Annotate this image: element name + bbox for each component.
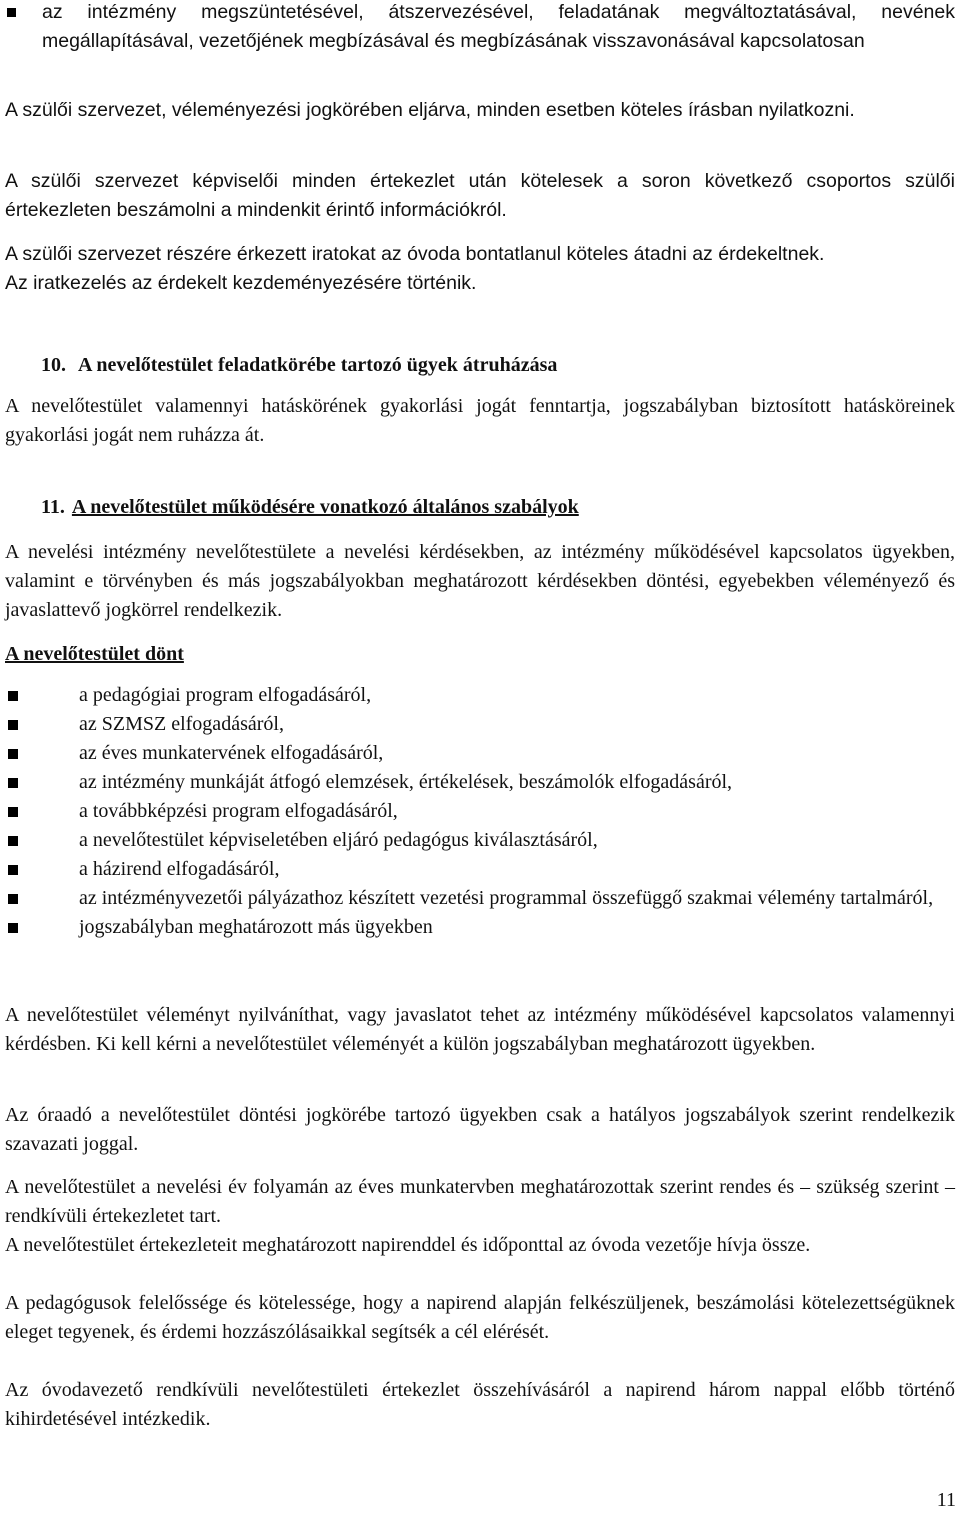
square-bullet-icon <box>8 894 18 904</box>
dont-heading: A nevelőtestület dönt <box>5 643 184 665</box>
paragraph-osszehivas: A nevelőtestület értekezleteit meghatározott napirenddel és időponttal az óvoda vezetője hívja össze. <box>5 1234 811 1256</box>
intro-bullet <box>5 0 955 56</box>
list-item: az intézményvezetői pályázathoz készített vezetési programmal összefüggő szakmai vélemény tartalmáról, <box>5 884 955 913</box>
square-bullet-icon <box>8 691 18 701</box>
square-bullet-icon <box>8 923 18 933</box>
square-bullet-icon <box>8 778 18 788</box>
list-item: az SZMSZ elfogadásáról, <box>5 710 955 739</box>
section-10-heading <box>41 351 557 380</box>
paragraph-rendkivuli: Az óvodavezető rendkívüli nevelőtestületi értekezlet összehívásáról a napirend három nappal előbb történő kihirdetésével intézkedik. <box>5 1379 955 1430</box>
square-bullet-icon <box>8 865 18 875</box>
paragraph-velemeny: A nevelőtestület véleményt nyilváníthat, vagy javaslatot tehet az intézmény működésével kapcsolatos valamennyi kérdésben. Ki kell kérni a nevelőtestület véleményét a külön jogszabályban meghatározott ügyekben. <box>5 1004 955 1055</box>
list-item: a nevelőtestület képviseletében eljáró pedagógus kiválasztásáról, <box>5 826 955 855</box>
section-10-number: 10. <box>41 354 66 376</box>
list-item: a házirend elfogadásáról, <box>5 855 955 884</box>
paragraph-ertekezlet: A nevelőtestület a nevelési év folyamán az éves munkatervben meghatározottak szerint rendes és – szükség szerint – rendkívüli értekezletet tart. <box>5 1176 955 1227</box>
square-bullet-icon <box>8 749 18 759</box>
list-item: az éves munkatervének elfogadásáról, <box>5 739 955 768</box>
intro-bullet-text: az intézmény megszüntetésével, átszervezésével, feladatának megváltoztatásával, nevének megállapításával, vezetőjének megbízásával és megbízásának visszavonásával kapcsolatosan <box>42 1 955 52</box>
list-item: a pedagógiai program elfogadásáról, <box>5 681 955 710</box>
section-11-heading <box>41 493 579 522</box>
dont-list <box>5 681 955 942</box>
section-11-title: A nevelőtestület működésére vonatkozó általános szabályok <box>71 496 579 518</box>
paragraph-iratok-1: A szülői szervezet részére érkezett iratokat az óvoda bontatlanul köteles átadni az érdekeltnek. <box>5 243 825 265</box>
list-item: az intézmény munkáját átfogó elemzések, értékelések, beszámolók elfogadásáról, <box>5 768 955 797</box>
paragraph-iratok-2: Az iratkezelés az érdekelt kezdeményezésére történik. <box>5 272 477 294</box>
page-number: 11 <box>936 1489 956 1511</box>
square-bullet-icon <box>8 836 18 846</box>
list-item: a továbbképzési program elfogadásáról, <box>5 797 955 826</box>
paragraph-veleményezes: A szülői szervezet, véleményezési jogkörében eljárva, minden esetben köteles írásban nyilatkozni. <box>5 99 855 121</box>
section-10-title: A nevelőtestület feladatkörébe tartozó ügyek átruházása <box>78 354 558 376</box>
section-11-text: A nevelési intézmény nevelőtestülete a nevelési kérdésekben, az intézmény működésével kapcsolatos ügyekben, valamint e törvényben és más jogszabályokban meghatározott kérdésekben döntési, egyebekben véleményező és javaslattevő jogkörrel rendelkezik. <box>5 541 955 621</box>
section-11-number: 11. <box>41 496 65 518</box>
list-item: jogszabályban meghatározott más ügyekben <box>5 913 955 942</box>
section-10-text: A nevelőtestület valamennyi hatáskörének gyakorlási jogát fenntartja, jogszabályban biztosított hatásköreinek gyakorlási jogát nem ruházza át. <box>5 395 955 446</box>
square-bullet-icon <box>8 720 18 730</box>
paragraph-pedagogusok: A pedagógusok felelőssége és kötelessége, hogy a napirend alapján felkészüljenek, beszámolási kötelezettségüknek eleget tegyenek, és érdemi hozzászólásaikkal segítsék a cél elérését. <box>5 1292 955 1343</box>
square-bullet-icon <box>8 807 18 817</box>
paragraph-kepviselok: A szülői szervezet képviselői minden értekezlet után kötelesek a soron következő csoportos szülői értekezleten beszámolni a mindenkit érintő információkról. <box>5 170 955 221</box>
square-bullet-icon <box>7 8 16 17</box>
paragraph-oraado: Az óraadó a nevelőtestület döntési jogkörébe tartozó ügyekben csak a hatályos jogszabályok szerint rendelkezik szavazati joggal. <box>5 1104 955 1155</box>
